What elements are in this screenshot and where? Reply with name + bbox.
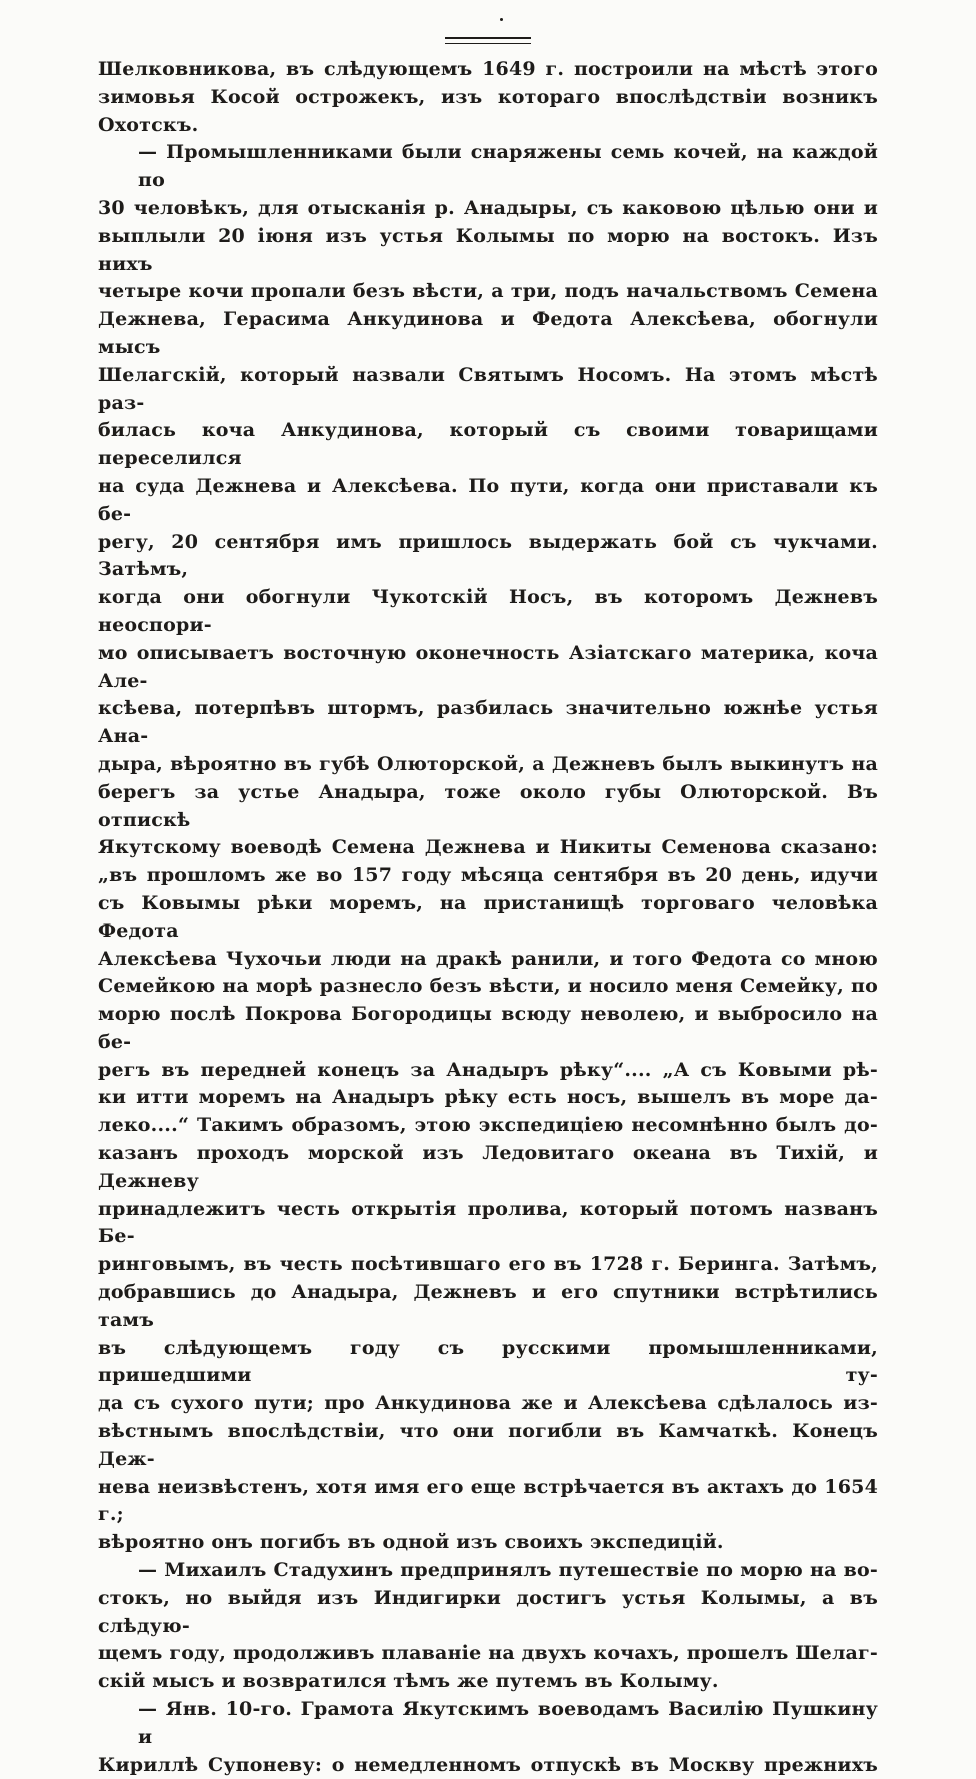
text-line: — Янв. 10-го. Грамота Якутскимъ воеводамъ Василію Пушкину и xyxy=(138,1698,878,1748)
text-line: стокъ, но выйдя изъ Индигирки достигъ устья Колымы, а въ слѣдую- xyxy=(98,1586,878,1637)
text-line: Шелагскій, который назвали Святымъ Носомъ. На этомъ мѣстѣ раз- xyxy=(98,363,878,414)
text-line: морю послѣ Покрова Богородицы всюду неволею, и выбросило на бе- xyxy=(98,1003,878,1053)
paragraph-dezhnev-expedition xyxy=(98,139,878,1557)
section-divider-ornament xyxy=(0,18,976,48)
text-line: Алексѣева Чухочьи люди на дракѣ ранили, и того Федота со мною xyxy=(98,947,878,970)
text-line: ксѣева, потерпѣвъ штормъ, разбилась значительно южнѣе устья Ана- xyxy=(98,697,878,748)
page-text xyxy=(98,56,878,1779)
text-line: „въ прошломъ же во 157 году мѣсяца сентября въ 20 день, идучи xyxy=(98,864,878,887)
ornament-double-rule xyxy=(445,37,531,44)
text-line: съ Ковымы рѣки моремъ, на пристанищѣ торговаго человѣка Федота xyxy=(98,891,878,942)
ornament-dot xyxy=(500,18,503,21)
text-line: четыре кочи пропали безъ вѣсти, а три, подъ начальствомъ Семена xyxy=(98,280,878,303)
text-line: регъ въ передней конецъ за Анадыръ рѣку“.... „А съ Ковыми рѣ- xyxy=(98,1058,878,1081)
paragraph-stadukhin xyxy=(98,1557,878,1696)
text-line: Дежнева, Герасима Анкудинова и Федота Алексѣева, обогнули мысъ xyxy=(98,308,878,358)
text-line: да съ сухого пути; про Анкудинова же и Алексѣева сдѣлалось из- xyxy=(98,1392,878,1415)
paragraph-continuation xyxy=(98,56,878,139)
text-line: билась коча Анкудинова, который съ своими товарищами переселился xyxy=(98,419,878,470)
text-line: — Михаилъ Стадухинъ предпринялъ путешествіе по морю на во- xyxy=(138,1559,878,1582)
text-line: на суда Дежнева и Алексѣева. По пути, когда они приставали къ бе- xyxy=(98,474,878,525)
paragraph-gramota xyxy=(98,1696,878,1779)
text-line: вѣстнымъ впослѣдствіи, что они погибли въ Камчаткѣ. Конецъ Деж- xyxy=(98,1420,878,1470)
text-line: ринговымъ, въ честь посѣтившаго его въ 1728 г. Беринга. Затѣмъ, xyxy=(98,1253,878,1276)
text-line: регу, 20 сентября имъ пришлось выдержать бой съ чукчами. Затѣмъ, xyxy=(98,530,878,581)
text-line: 30 человѣкъ, для отысканія р. Анадыры, съ каковою цѣлью они и xyxy=(98,196,878,219)
text-line: принадлежитъ честь открытія пролива, который потомъ названъ Бе- xyxy=(98,1197,878,1248)
text-line: щемъ году, продолживъ плаваніе на двухъ кочахъ, прошелъ Шелаг- xyxy=(98,1642,878,1665)
text-line: въ слѣдующемъ году съ русскими промышленниками, пришедшими ту- xyxy=(98,1336,878,1387)
text-line: ки итти моремъ на Анадыръ рѣку есть носъ, вышелъ въ море да- xyxy=(98,1086,878,1109)
text-line: Кириллѣ Супоневу: о немедленномъ отпускѣ въ Москву прежнихъ xyxy=(98,1753,878,1776)
text-line: — Промышленниками были снаряжены семь кочей, на каждой по xyxy=(138,141,878,192)
text-line: казанъ проходъ морской изъ Ледовитаго океана въ Тихій, и Дежневу xyxy=(98,1142,878,1192)
text-line: выплыли 20 іюня изъ устья Колымы по морю на востокъ. Изъ нихъ xyxy=(98,224,878,275)
text-line: Шелковникова, въ слѣдующемъ 1649 г. построили на мѣстѣ этого xyxy=(98,58,878,80)
text-line: зимовья Косой острожекъ, изъ котораго впослѣдствіи возникъ Охотскъ. xyxy=(98,85,878,136)
text-line: леко....“ Такимъ образомъ, этою экспедиціею несомнѣнно былъ до- xyxy=(98,1114,878,1137)
text-line: когда они обогнули Чукотскій Носъ, въ которомъ Дежневъ неоспори- xyxy=(98,586,878,636)
text-line: скій мысъ и возвратился тѣмъ же путемъ въ Колыму. xyxy=(98,1670,719,1693)
text-line: мо описываетъ восточную оконечность Азіатскаго материка, коча Але- xyxy=(98,641,878,692)
text-line: добравшись до Анадыра, Дежневъ и его спутники встрѣтились тамъ xyxy=(98,1281,878,1331)
text-line: Якутскому воеводѣ Семена Дежнева и Никиты Семенова сказано: xyxy=(98,836,878,859)
text-line: нева неизвѣстенъ, хотя имя его еще встрѣчается въ актахъ до 1654 г.; xyxy=(98,1475,878,1526)
text-line: берегъ за устье Анадыра, тоже около губы Олюторской. Въ отпискѣ xyxy=(98,780,878,831)
text-line: Семейкою на морѣ разнесло безъ вѣсти, и носило меня Семейку, по xyxy=(98,975,878,998)
text-line: дыра, вѣроятно въ губѣ Олюторской, а Дежневъ былъ выкинутъ на xyxy=(98,752,878,775)
text-line: вѣроятно онъ погибъ въ одной изъ своихъ экспедицій. xyxy=(98,1531,724,1554)
